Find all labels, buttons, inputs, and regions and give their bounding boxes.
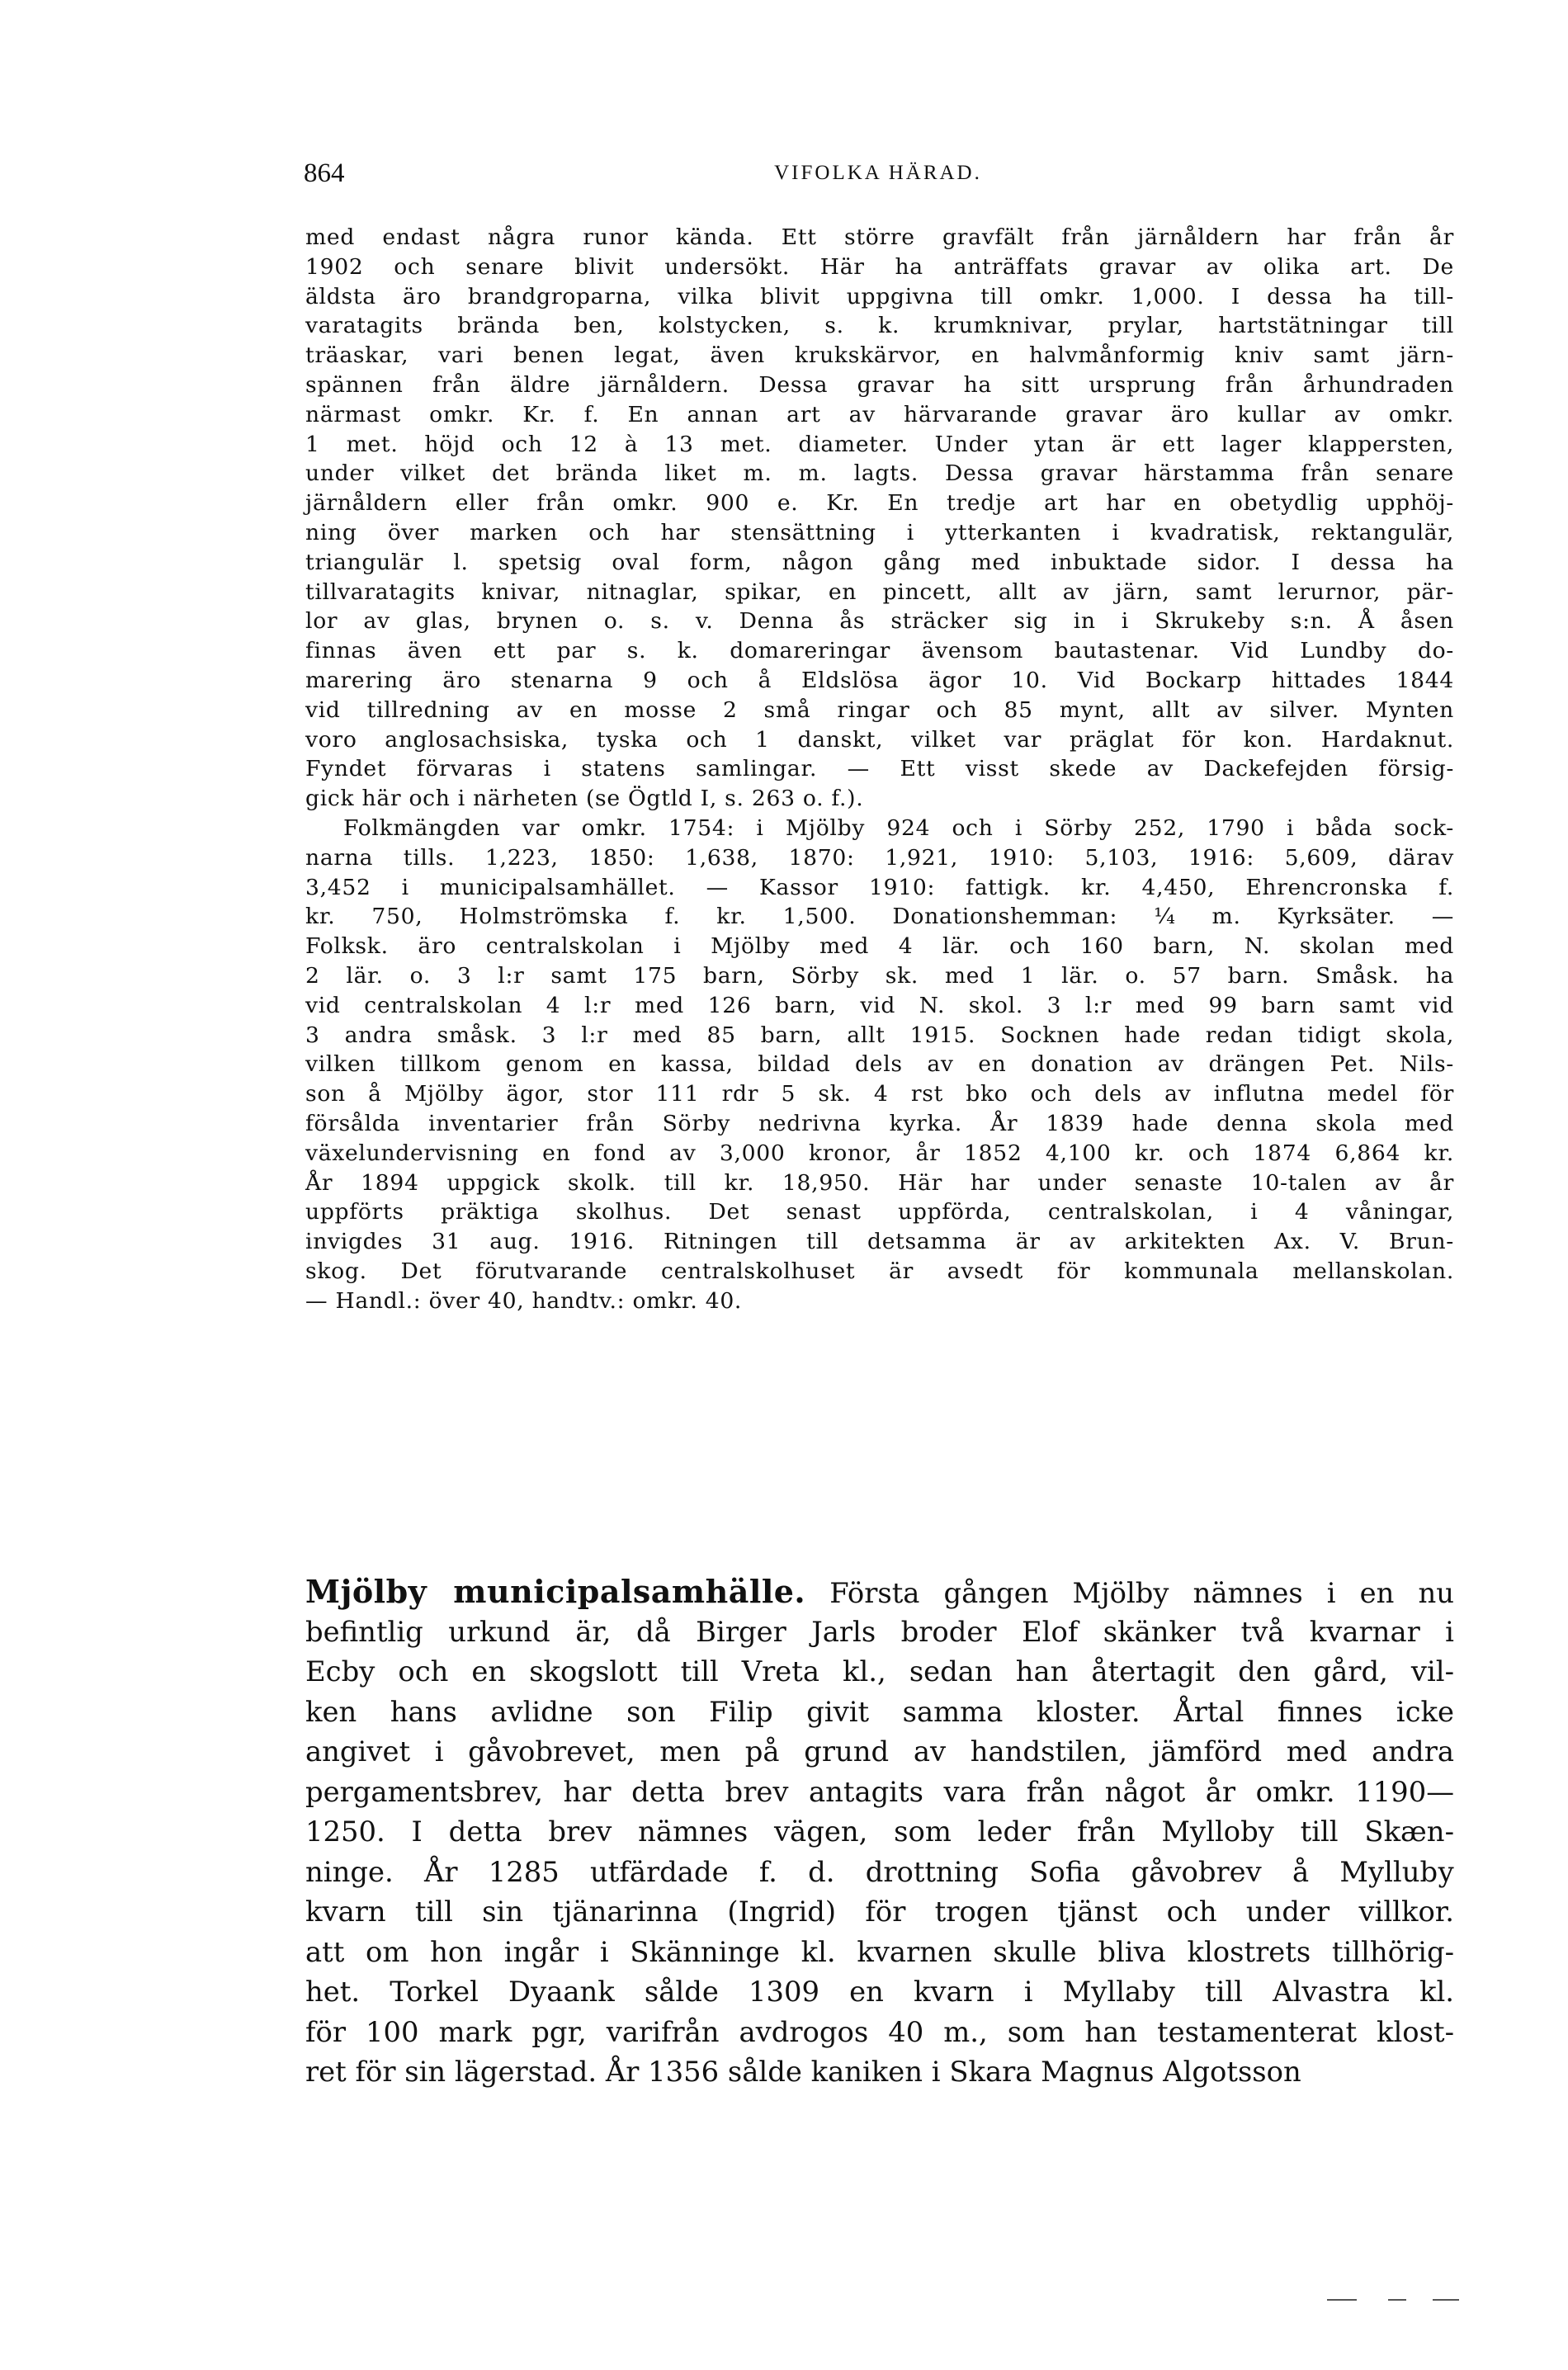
text-line: Folksk. äro centralskolan i Mjölby med 4 lär. och 160 barn, N. skolan med (305, 933, 1454, 960)
text-line: angivet i gåvobrevet, men på grund av handstilen, jämförd med andra (305, 1735, 1454, 1768)
text-line: vid tillredning av en mosse 2 små ringar och 85 mynt, allt av silver. Mynten (305, 696, 1454, 723)
text-line: gick här och i närheten (se Ögtld I, s. 263 o. f.). (305, 786, 864, 812)
text-line: voro anglosachsiska, tyska och 1 danskt, vilket var präglat för kon. Hardaknut. (305, 726, 1454, 753)
text-line: Ecby och en skogslott till Vreta kl., sedan han återtagit den gård, vil- (305, 1655, 1454, 1688)
text-line: Folkmängden var omkr. 1754: i Mjölby 924 och i Sörby 252, 1790 i båda sock- (343, 814, 1454, 841)
text-line: 3 andra småsk. 3 l:r med 85 barn, allt 1915. Socknen hade redan tidigt skola, (305, 1022, 1454, 1048)
text-line: År 1894 uppgick skolk. till kr. 18,950. Här har under senaste 10-talen av år (305, 1169, 1454, 1196)
text-line: vilken tillkom genom en kassa, bildad dels av en donation av drängen Pet. Nils- (305, 1051, 1454, 1078)
text-line: under vilket det brända liket m. m. lagts. Dessa gravar härstamma från senare (305, 460, 1454, 487)
page-header (304, 158, 1452, 195)
text-line: lor av glas, brynen o. s. v. Denna ås sträcker sig in i Skrukeby s:n. Å åsen (305, 608, 1454, 635)
running-head: VIFOLKA HÄRAD. (774, 162, 982, 184)
text-line: äldsta äro brandgroparna, vilka blivit uppgivna till omkr. 1,000. I dessa ha till- (305, 283, 1454, 309)
text-line: ninge. År 1285 utfärdade f. d. drottning Sofia gåvobrev å Myllubу (305, 1855, 1454, 1888)
text-line: att om hon ingår i Skänninge kl. kvarnen skulle bliva klostrets tillhörig- (305, 1935, 1454, 1968)
page-number: 864 (304, 158, 345, 188)
text-line: träaskar, vari benen legat, även krukskärvor, en halvmånformig kniv samt järn- (305, 342, 1454, 369)
corner-marks (1327, 2299, 1459, 2302)
text-line: med endast några runor kända. Ett större gravfält från järnåldern har från år (305, 224, 1454, 250)
text-line: pergamentsbrev, har detta brev antagits vara från något år omkr. 1190— (305, 1775, 1454, 1808)
text-line: kvarn till sin tjänarinna (Ingrid) för trogen tjänst och under villkor. (305, 1896, 1454, 1928)
text-line: spännen från äldre järnåldern. Dessa gravar ha sitt ursprung från århundraden (305, 371, 1454, 398)
text-line: 2 lär. o. 3 l:r samt 175 barn, Sörby sk. med 1 lär. o. 57 barn. Småsk. ha (305, 962, 1454, 989)
text-line: varatagits brända ben, kolstycken, s. k. krumknivar, prylar, hartstätningar till (305, 313, 1454, 339)
text-line: finnas även ett par s. k. domareringar ävensom bautastenar. Vid Lundby do- (305, 638, 1454, 664)
section-first-line: Första gången Mjölby nämnes i en nu (829, 1577, 1454, 1609)
text-line: befintlig urkund är, då Birger Jarls broder Elof skänker två kvarnar i (305, 1615, 1454, 1648)
text-line: tillvaratagits knivar, nitnaglar, spikar, en pincett, allt av järn, samt lerurnor, pär- (305, 578, 1454, 605)
text-line: son å Mjölby ägor, stor 111 rdr 5 sk. 4 rst bko och dels av influtna medel för (305, 1081, 1454, 1107)
text-line: — Handl.: över 40, handtv.: omkr. 40. (305, 1287, 743, 1314)
text-line: 1902 och senare blivit undersökt. Här ha anträffats gravar av olika art. De (305, 253, 1454, 280)
municipal-community-section (305, 1572, 1454, 2093)
text-line: 1 met. höjd och 12 à 13 met. diameter. Under ytan är ett lager klappersten, (305, 431, 1454, 457)
text-line: 1250. I detta brev nämnes vägen, som leder från Mylloby till Skæn- (305, 1815, 1454, 1848)
text-line: vid centralskolan 4 l:r med 126 barn, vid N. skol. 3 l:r med 99 barn samt vid (305, 992, 1454, 1018)
section-title: Mjölby municipalsamhälle. (305, 1573, 806, 1610)
text-line: ning över marken och har stensättning i ytterkanten i kvadratisk, rektangulär, (305, 519, 1454, 545)
text-line (305, 1572, 1454, 1612)
text-line: kr. 750, Holmströmska f. kr. 1,500. Donationshemman: ¼ m. Kyrksäter. — (305, 904, 1454, 930)
text-line: narna tills. 1,223, 1850: 1,638, 1870: 1,921, 1910: 5,103, 1916: 5,609, därav (305, 844, 1454, 871)
text-line: järnåldern eller från omkr. 900 e. Kr. En tredje art har en obetydlig upphöj- (305, 490, 1454, 517)
text-line: 3,452 i municipalsamhället. — Kassor 1910: fattigk. kr. 4,450, Ehrencronska f. (305, 874, 1454, 900)
text-line: försålda inventarier från Sörby nedrivna kyrka. År 1839 hade denna skola med (305, 1110, 1454, 1136)
text-line: uppförts präktiga skolhus. Det senast uppförda, centralskolan, i 4 våningar, (305, 1199, 1454, 1225)
text-line: marering äro stenarna 9 och å Eldslösa ägor 10. Vid Bockarp hittades 1844 (305, 667, 1454, 693)
text-line: Fyndet förvaras i statens samlingar. — Ett visst skede av Dackefejden försig- (305, 756, 1454, 782)
text-line: växelundervisning en fond av 3,000 kronor, år 1852 4,100 kr. och 1874 6,864 kr. (305, 1140, 1454, 1166)
text-line: skog. Det förutvarande centralskolhuset är avsedt för kommunala mellanskolan. (305, 1258, 1454, 1284)
text-line: invigdes 31 aug. 1916. Ritningen till detsamma är av arkitekten Ax. V. Brun- (305, 1229, 1454, 1255)
text-line: ret för sin lägerstad. År 1356 sålde kaniken i Skara Magnus Algotsson (305, 2056, 1301, 2088)
text-line: triangulär l. spetsig oval form, någon gång med inbuktade sidor. I dessa ha (305, 549, 1454, 575)
text-line: närmast omkr. Kr. f. En annan art av härvarande gravar äro kullar av omkr. (305, 401, 1454, 427)
parish-description (305, 223, 1454, 1315)
text-line: ken hans avlidne son Filip givit samma kloster. Årtal finnes icke (305, 1695, 1454, 1728)
text-line: för 100 mark pgr, varifrån avdrogos 40 m., som han testamenterat klost- (305, 2015, 1454, 2048)
text-line: het. Torkel Dyaank sålde 1309 en kvarn i Myllaby till Alvastra kl. (305, 1976, 1454, 2008)
